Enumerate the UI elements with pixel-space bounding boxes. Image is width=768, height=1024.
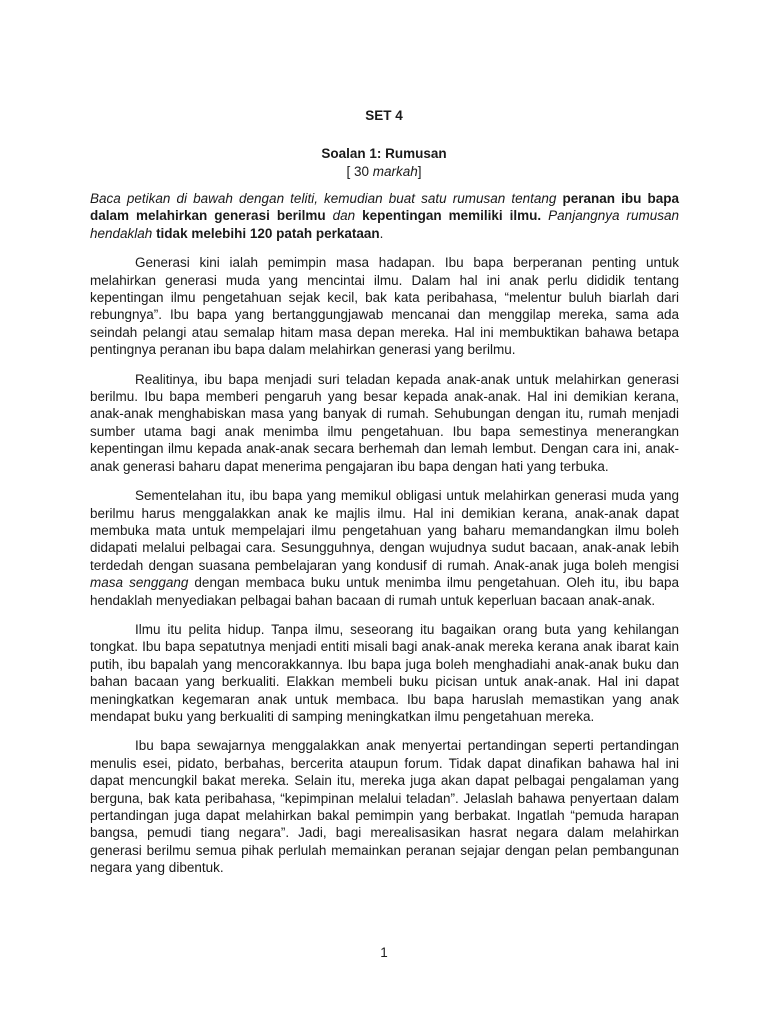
- paragraph-2: Realitinya, ibu bapa menjadi suri teladan kepada anak-anak untuk melahirkan generasi berilmu. Ibu bapa memberi pengaruh yang besar kepada anak-anak. Hal ini demikian kerana, anak-anak menghabiskan masa yang banyak di rumah. Sehubungan dengan itu, rumah menjadi sumber utama bagi anak menimba ilmu pengetahuan. Ibu bapa semestinya menerangkan kepentingan ilmu kepada anak-anak secara berhemah dan lemah lembut. Dengan cara ini, anak-anak generasi baharu dapat menerima pengajaran ibu bapa dengan hati yang terbuka.: [90, 371, 679, 474]
- marks-close: ]: [417, 164, 422, 179]
- paragraph-1: Generasi kini ialah pemimpin masa hadapan. Ibu bapa berperanan penting untuk melahirkan generasi muda yang mencintai ilmu. Dalam hal ini anak perlu dididik tentang kepentingan ilmu pengetahuan sejak kecil, bak kata peribahasa, “melentur buluh biarlah dari rebungnya”. Ibu bapa yang bertanggungjawab mencanai dan menggilap mereka, sama ada seindah pelangi atau semalap hitam masa depan mereka. Hal ini membuktikan bahawa betapa pentingnya peranan ibu bapa dalam melahirkan generasi yang berilmu.: [90, 255, 679, 358]
- instruction-word-limit: tidak melebihi 120 patah perkataan: [156, 225, 380, 241]
- instruction-topic-1: peranan ibu bapa dalam melahirkan generasi berilmu: [90, 191, 679, 224]
- marks-word: markah: [372, 164, 418, 179]
- document-body: [90, 190, 679, 889]
- paragraph-3-italic: masa senggang: [90, 575, 189, 591]
- paragraph-4: Ilmu itu pelita hidup. Tanpa ilmu, seseorang itu bagaikan orang buta yang kehilangan tongkat. Ibu bapa sepatutnya menjadi entiti misali bagi anak-anak mereka kerana anak ibarat kain putih, ibu bapalah yang mencorakkannya. Ibu bapa juga boleh menghadiahi anak-anak buku dan bahan bacaan yang berkualiti. Elakkan membeli buku picisan untuk anak-anak. Hal ini dapat meningkatkan kegemaran anak untuk membaca. Ibu bapa haruslah memastikan yang anak mendapat buku yang berkualiti di samping meningkatkan ilmu pengetahuan mereka.: [90, 621, 679, 724]
- marks-open: [ 30: [346, 164, 373, 179]
- paragraph-5: Ibu bapa sewajarnya menggalakkan anak menyertai pertandingan seperti pertandingan menulis esei, pidato, berbahas, bercerita ataupun forum. Tidak dapat dinafikan bahawa hal ini dapat mencungkil bakat mereka. Selain itu, mereka juga akan dapat pelbagai pengalaman yang berguna, bak kata peribahasa, “kepimpinan melalui teladan”. Jelaslah bahawa penyertaan dalam pertandingan juga dapat melahirkan bakal pemimpin yang berbakat. Ingatlah “pemuda harapan bangsa, pemudi tiang negara”. Jadi, bagi merealisasikan hasrat negara dalam melahirkan generasi berilmu semua pihak perlulah memainkan peranan sejajar dengan pelan pembangunan negara yang dibentuk.: [90, 738, 679, 876]
- instruction-paragraph: [90, 190, 679, 242]
- paragraph-3-text-b: dengan membaca buku untuk menimba ilmu pengetahuan. Oleh itu, ibu bapa hendaklah menyediakan pelbagai bahan bacaan di rumah untuk keperluan bacaan anak-anak.: [90, 575, 679, 608]
- question-title: Soalan 1: Rumusan: [321, 146, 447, 161]
- instruction-text-3: Panjangnya rumusan hendaklah: [90, 208, 680, 241]
- instruction-text-1: Baca petikan di bawah dengan teliti, kemudian buat satu rumusan tentang: [90, 191, 563, 206]
- set-title: SET 4: [365, 108, 403, 123]
- instruction-end: .: [379, 225, 384, 241]
- instruction-text-2: dan: [325, 208, 363, 224]
- paragraph-3-text-a: Sementelahan itu, ibu bapa yang memikul obligasi untuk melahirkan generasi muda yang berilmu harus menggalakkan anak ke majlis ilmu. Hal ini demikian kerana, anak-anak dapat membuka mata untuk mempelajari ilmu pengetahuan yang baharu memandangkan ilmu boleh didapati melalui pelbagai cara. Sesungguhnya, dengan wujudnya sudut bacaan, anak-anak lebih terdedah dengan suasana pembelajaran yang kondusif di rumah. Anak-anak juga boleh mengisi: [90, 488, 679, 573]
- page-number: 1: [380, 945, 388, 960]
- instruction-topic-2: kepentingan memiliki ilmu.: [362, 208, 542, 224]
- marks-label: [0, 164, 768, 179]
- paragraph-3: [90, 487, 679, 609]
